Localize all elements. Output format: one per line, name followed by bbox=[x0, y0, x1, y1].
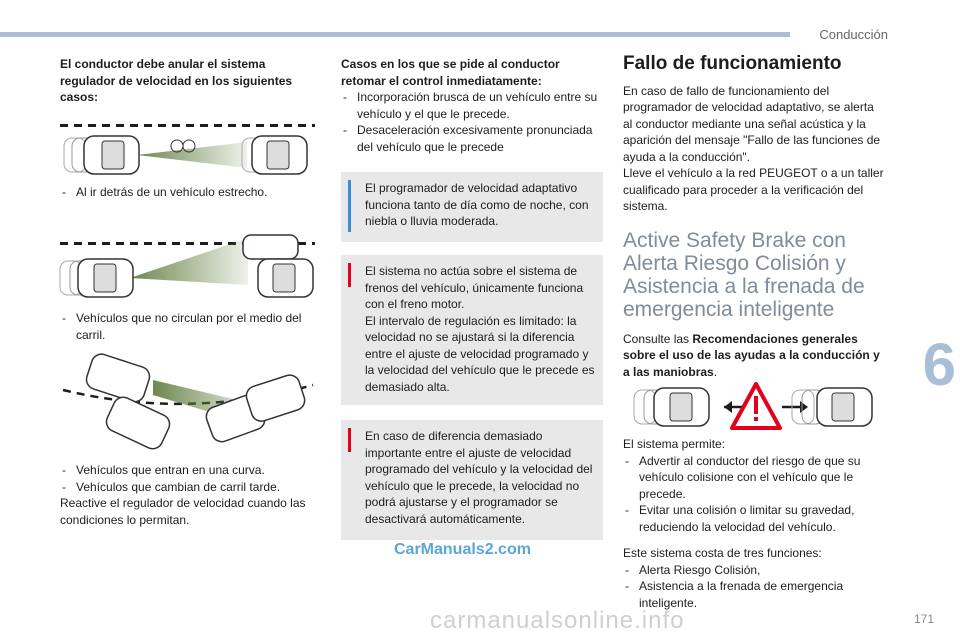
function-item-1: - Alerta Riesgo Colisión, bbox=[623, 562, 885, 579]
col1-list-b bbox=[60, 310, 315, 343]
column-1 bbox=[60, 56, 315, 106]
permit-item-2: - Evitar una colisión o limitar su gravedad, reduciendo la velocidad del vehículo. bbox=[623, 502, 885, 535]
warning-2-text: En caso de diferencia demasiado importante entre el ajuste de velocidad programado del vehículo y la velocidad del vehículo que le precede, la velocidad no podrá ajustarse y el programador se desactivará automáticamente. bbox=[365, 429, 593, 526]
fault-text-2: Lleve el vehículo a la red PEUGEOT o a un taller cualificado para proceder a la verificación del sistema. bbox=[623, 166, 884, 213]
narrow-vehicle-illustration bbox=[62, 130, 317, 180]
warning-note-1 bbox=[341, 255, 603, 405]
warning-note-2 bbox=[341, 420, 603, 540]
fault-text-1: En caso de fallo de funcionamiento del programador de velocidad adaptativo, se alerta al conductor mediante una señal acústica y la aparición del mensaje "Fallo de las funciones de ayuda a la conducción". bbox=[623, 83, 881, 164]
info-note-text: El programador de velocidad adaptativo funciona tanto de día como de noche, con niebla o lluvia moderada. bbox=[365, 181, 589, 228]
column-3-lower bbox=[623, 436, 885, 611]
col1-list-a bbox=[60, 184, 315, 201]
col2-heading: Casos en los que se pide al conductor retomar el control inmediatamente: bbox=[341, 57, 560, 88]
top-accent-bar bbox=[0, 32, 790, 37]
lane-line bbox=[60, 124, 315, 127]
warning-1-text-b: El intervalo de regulación es limitado: la velocidad no se ajustará si la diferencia entre el ajuste de velocidad programado y la velocidad del vehículo que le precede es demasiado alta. bbox=[365, 313, 595, 394]
chapter-number: 6 bbox=[922, 331, 956, 398]
fault-title: Fallo de funcionamiento bbox=[623, 53, 842, 74]
col1-item-1: - Al ir detrás de un vehículo estrecho. bbox=[60, 184, 315, 201]
col2-item-1: - Incorporación brusca de un vehículo entre su vehículo y el que le precede. bbox=[341, 89, 603, 122]
info-icon bbox=[348, 180, 351, 232]
function-item-2: - Asistencia a la frenada de emergencia inteligente. bbox=[623, 578, 885, 611]
section-title: Conducción bbox=[819, 27, 888, 42]
column-2 bbox=[341, 56, 603, 155]
asb-title: Active Safety Brake con Alerta Riesgo Colisión y Asistencia a la frenada de emergencia inteligente bbox=[623, 228, 865, 321]
col1-heading: El conductor debe anular el sistema regulador de velocidad en los siguientes casos: bbox=[60, 57, 293, 104]
watermark-link[interactable]: CarManuals2.com bbox=[394, 541, 531, 558]
warning-icon bbox=[348, 263, 351, 287]
col1-list-c bbox=[60, 462, 315, 528]
page-number: 171 bbox=[913, 612, 934, 626]
permit-item-1: - Advertir al conductor del riesgo de que su vehículo colisione con el vehículo que le precede. bbox=[623, 453, 885, 503]
col1-item-3: - Vehículos que entran en una curva. bbox=[60, 462, 315, 479]
off-center-vehicle-illustration bbox=[58, 233, 318, 298]
warning-1-text-a: El sistema no actúa sobre el sistema de frenos del vehículo, únicamente funciona con el freno motor. bbox=[365, 264, 584, 311]
col1-item-4: - Vehículos que cambian de carril tarde. bbox=[60, 479, 315, 496]
functions-label: Este sistema costa de tres funciones: bbox=[623, 546, 822, 560]
column-3 bbox=[623, 53, 885, 380]
consult-link-text: Recomendaciones generales sobre el uso de las ayudas a la conducción y a las maniobras bbox=[623, 331, 880, 379]
col1-item-2: - Vehículos que no circulan por el medio del carril. bbox=[60, 310, 315, 343]
curve-vehicle-illustration bbox=[58, 350, 318, 455]
col1-closing: Reactive el regulador de velocidad cuando las condiciones lo permitan. bbox=[60, 496, 306, 527]
collision-warning-illustration bbox=[632, 380, 882, 435]
permits-label: El sistema permite: bbox=[623, 437, 726, 451]
info-note bbox=[341, 172, 603, 242]
footer-watermark: carmanualsonline.info bbox=[430, 607, 685, 634]
consult-text: Consulte las Recomendaciones generales sobre el uso de las ayudas a la conducción y a las maniobras. bbox=[623, 331, 880, 379]
warning-icon bbox=[348, 428, 351, 452]
col2-item-2: - Desaceleración excesivamente pronunciada del vehículo que le precede bbox=[341, 122, 603, 155]
